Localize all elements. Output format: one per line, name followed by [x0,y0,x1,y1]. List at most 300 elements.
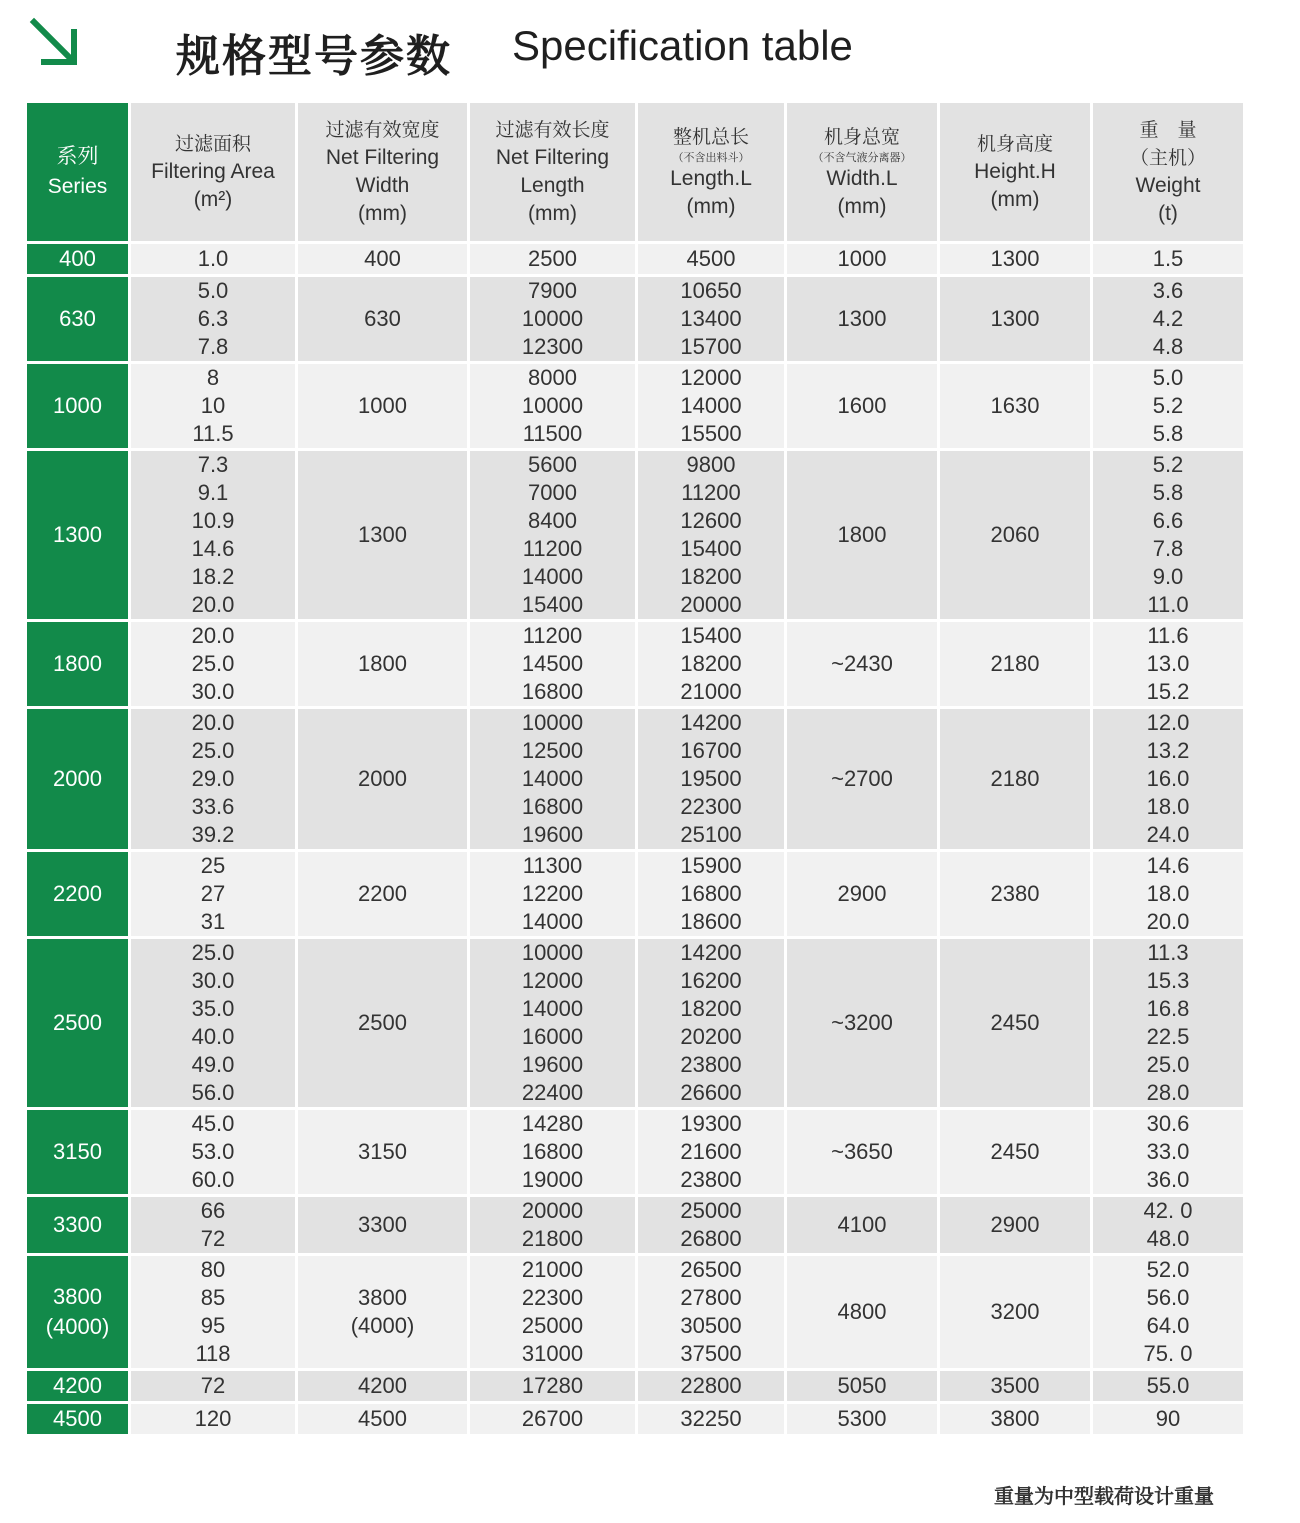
header-series [27,103,128,241]
cell-value: 8400 [528,508,577,533]
cell-value: 33.6 [191,794,235,819]
cell-value: 2180 [990,766,1040,791]
header-area-cn: 过滤面积 [174,133,251,155]
cell-value: 5.0 [197,278,229,303]
cell-value: 7900 [528,278,577,303]
cell-width [298,1110,467,1194]
cell-value: 5600 [528,452,577,477]
cell-value: 3200 [990,1299,1040,1324]
cell-value: 18.0 [1146,794,1190,819]
cell-value: 12200 [521,881,584,906]
cell-total-length [638,1110,784,1194]
cell-total-length [638,852,784,936]
cell-value: (4000) [350,1313,415,1338]
cell-weight [1093,1110,1243,1194]
cell-value: 2180 [990,651,1040,676]
cell-weight [1093,244,1243,274]
cell-value: 52.0 [1146,1257,1190,1282]
cell-total-width [787,939,937,1107]
header-length-en2: Length [520,174,585,197]
cell-value: 1000 [837,246,887,271]
cell-value: 9800 [686,452,736,477]
header-width-en1: Net Filtering [325,146,440,169]
cell-total-length [638,939,784,1107]
cell-value: 3500 [990,1373,1040,1398]
cell-area [131,709,295,849]
cell-series [27,622,128,706]
header-total-length [638,103,784,241]
cell-value: 10.9 [191,508,235,533]
cell-value: 5.8 [1152,480,1184,505]
header-total-length-en: Length.L [670,167,752,190]
cell-area [131,1197,295,1253]
cell-length [470,1110,635,1194]
header-length-cn: 过滤有效长度 [495,119,610,141]
header-weight [1093,103,1243,241]
cell-value: 3300 [53,1212,102,1237]
cell-value: 16.8 [1146,996,1190,1021]
cell-weight [1093,622,1243,706]
cell-value: 2000 [358,766,407,791]
cell-value: 64.0 [1146,1313,1190,1338]
cell-value: 15400 [521,592,584,617]
cell-area [131,852,295,936]
cell-weight [1093,1371,1243,1401]
cell-value: 22400 [521,1080,584,1105]
cell-series [27,1256,128,1368]
cell-value: 14000 [521,996,584,1021]
cell-value: 3.6 [1152,278,1184,303]
cell-value: 31000 [521,1341,584,1366]
cell-width [298,852,467,936]
cell-value: 4.8 [1152,334,1184,359]
cell-height [940,1404,1090,1434]
cell-series [27,1110,128,1194]
cell-value: 14280 [521,1111,584,1136]
cell-value: 25000 [521,1313,584,1338]
cell-value: 40.0 [191,1024,235,1049]
cell-value: 16200 [680,968,742,993]
cell-value: 30.0 [191,679,235,704]
cell-value: 5.2 [1152,393,1184,418]
cell-value: 14500 [521,651,584,676]
specification-table [24,100,1246,1437]
cell-value: 1800 [358,651,407,676]
cell-value: 2500 [53,1010,102,1035]
cell-length [470,277,635,361]
cell-value: 10650 [680,278,742,303]
cell-value: 21800 [521,1226,584,1251]
cell-weight [1093,939,1243,1107]
cell-series [27,451,128,619]
cell-value: 4200 [53,1373,102,1398]
cell-value: 1300 [358,522,407,547]
cell-value: 10000 [521,710,584,735]
table-row [27,1371,1243,1401]
cell-value: ~3650 [831,1139,893,1164]
cell-value: 26800 [680,1226,742,1251]
cell-value: 7.8 [197,334,229,359]
cell-value: 630 [364,306,401,331]
cell-value: 26700 [521,1406,584,1431]
table-row [27,277,1243,361]
title-bar [20,8,1260,88]
cell-value: 5300 [837,1406,887,1431]
cell-height [940,277,1090,361]
cell-value: 25.0 [191,738,235,763]
cell-value: 20.0 [191,710,235,735]
cell-total-length [638,622,784,706]
header-total-width-unit: (mm) [837,195,887,218]
cell-value: 28.0 [1146,1080,1190,1105]
cell-total-length [638,244,784,274]
cell-value: 27 [200,881,226,906]
cell-value: 2900 [837,881,887,906]
cell-height [940,622,1090,706]
cell-total-width [787,1197,937,1253]
header-total-width [787,103,937,241]
cell-value: 19500 [680,766,742,791]
cell-value: 22300 [521,1285,584,1310]
cell-height [940,1110,1090,1194]
cell-value: 39.2 [191,822,235,847]
header-weight-note: （主机） [1129,147,1206,169]
cell-length [470,244,635,274]
cell-total-length [638,364,784,448]
cell-value: 20.0 [191,623,235,648]
cell-length [470,1256,635,1368]
cell-total-width [787,852,937,936]
header-weight-unit: (t) [1158,202,1178,225]
cell-value: 31 [200,909,226,934]
cell-value: 5.2 [1152,452,1184,477]
cell-total-length [638,1256,784,1368]
cell-value: (4000) [45,1314,110,1339]
cell-value: 10000 [521,393,584,418]
cell-weight [1093,1197,1243,1253]
header-total-width-en: Width.L [826,167,898,190]
cell-value: 11.3 [1147,940,1189,965]
cell-value: 4500 [53,1406,102,1431]
cell-total-width [787,622,937,706]
cell-length [470,1404,635,1434]
cell-total-width [787,244,937,274]
cell-value: 2450 [990,1139,1040,1164]
cell-value: 66 [200,1198,226,1223]
cell-value: 15.2 [1146,679,1190,704]
table-row [27,1404,1243,1434]
cell-value: 18.2 [191,564,235,589]
header-total-width-cn: 机身总宽 [823,126,900,148]
header-area-en: Filtering Area [151,160,275,183]
cell-value: 16700 [680,738,742,763]
cell-series [27,1197,128,1253]
header-height-cn: 机身高度 [976,133,1053,155]
header-height-unit: (mm) [990,188,1040,211]
header-series-cn: 系列 [56,145,99,168]
table-row [27,709,1243,849]
header-total-length-note: （不含出料斗） [672,151,750,164]
cell-value: 25 [200,853,226,878]
cell-total-width [787,709,937,849]
cell-value: 1.5 [1152,246,1184,271]
cell-value: 25.0 [1146,1052,1190,1077]
cell-value: 16.0 [1146,766,1190,791]
cell-value: 25.0 [191,651,235,676]
header-width-cn: 过滤有效宽度 [325,119,440,141]
cell-total-length [638,1371,784,1401]
cell-value: 2060 [990,522,1040,547]
cell-value: 3150 [53,1139,102,1164]
cell-series [27,1371,128,1401]
cell-value: 72 [200,1226,226,1251]
cell-weight [1093,1256,1243,1368]
cell-value: 1000 [358,393,407,418]
cell-width [298,939,467,1107]
cell-value: 6.3 [197,306,229,331]
cell-value: 49.0 [191,1052,235,1077]
cell-value: 7000 [528,480,577,505]
table-row [27,622,1243,706]
cell-value: 25.0 [191,940,235,965]
cell-value: 14200 [680,710,742,735]
cell-value: 1600 [837,393,887,418]
cell-value: 22300 [680,794,742,819]
cell-value: 19600 [521,822,584,847]
cell-value: 90 [1155,1406,1181,1431]
cell-value: 20200 [680,1024,742,1049]
cell-value: 3800 [358,1285,407,1310]
cell-value: 1300 [990,306,1040,331]
cell-weight [1093,364,1243,448]
cell-value: 12000 [680,365,742,390]
cell-value: 21600 [680,1139,742,1164]
cell-value: 400 [364,246,401,271]
header-length [470,103,635,241]
cell-area [131,1256,295,1368]
cell-length [470,364,635,448]
cell-value: 20.0 [1146,909,1190,934]
cell-value: 53.0 [191,1139,235,1164]
cell-total-width [787,277,937,361]
cell-weight [1093,1404,1243,1434]
cell-value: 35.0 [191,996,235,1021]
cell-value: 11.0 [1147,592,1189,617]
cell-width [298,709,467,849]
cell-value: 5.8 [1152,421,1184,446]
cell-total-width [787,1371,937,1401]
cell-value: 42. 0 [1143,1198,1193,1223]
cell-value: 4.2 [1152,306,1184,331]
cell-value: 1630 [990,393,1040,418]
cell-value: 15500 [680,421,742,446]
cell-height [940,1371,1090,1401]
cell-value: 22.5 [1146,1024,1190,1049]
cell-value: 1800 [53,651,102,676]
cell-value: ~2430 [831,651,893,676]
cell-value: 15700 [680,334,742,359]
cell-value: 12.0 [1146,710,1190,735]
cell-length [470,709,635,849]
cell-value: 1300 [990,246,1040,271]
cell-value: 14.6 [1146,853,1190,878]
cell-value: 16000 [521,1024,584,1049]
cell-total-width [787,451,937,619]
cell-series [27,244,128,274]
cell-width [298,277,467,361]
cell-value: 56.0 [191,1080,235,1105]
cell-value: 11200 [522,623,583,648]
cell-value: 1300 [53,522,102,547]
cell-value: 4200 [358,1373,407,1398]
cell-value: 2500 [528,246,577,271]
cell-area [131,622,295,706]
cell-value: 25100 [680,822,742,847]
cell-value: 45.0 [191,1111,235,1136]
cell-value: 32250 [680,1406,742,1431]
cell-value: 15400 [680,623,742,648]
cell-value: 400 [59,246,96,271]
cell-area [131,451,295,619]
table-row [27,364,1243,448]
cell-value: 72 [200,1373,226,1398]
page-title-en: Specification table [512,22,853,69]
cell-value: 13.2 [1146,738,1190,763]
cell-value: 4500 [686,246,736,271]
cell-value: 12500 [521,738,584,763]
header-length-en1: Net Filtering [495,146,610,169]
cell-height [940,451,1090,619]
cell-value: 11200 [681,480,741,505]
cell-weight [1093,852,1243,936]
cell-length [470,852,635,936]
cell-value: 18200 [680,651,742,676]
cell-height [940,1256,1090,1368]
arrow-down-right-icon [26,14,82,70]
cell-value: 1800 [837,522,887,547]
cell-total-width [787,1404,937,1434]
cell-value: ~3200 [831,1010,893,1035]
cell-value: 26600 [680,1080,742,1105]
cell-weight [1093,451,1243,619]
cell-value: 7.3 [197,452,229,477]
cell-value: 11.5 [192,421,234,446]
table-row [27,451,1243,619]
header-weight-cn: 重 量 [1139,119,1197,141]
table-row [27,1110,1243,1194]
cell-area [131,1110,295,1194]
cell-value: 10 [200,393,226,418]
cell-total-width [787,1110,937,1194]
cell-area [131,1404,295,1434]
cell-value: 12300 [521,334,584,359]
cell-length [470,1371,635,1401]
cell-width [298,1371,467,1401]
cell-value: 5.0 [1152,365,1184,390]
cell-area [131,277,295,361]
header-row [27,103,1243,241]
cell-height [940,1197,1090,1253]
cell-value: 30500 [680,1313,742,1338]
cell-value: 14000 [521,766,584,791]
cell-width [298,1256,467,1368]
cell-width [298,451,467,619]
cell-value: 10000 [521,306,584,331]
header-total-width-note: （不含气液分离器） [812,151,912,164]
table-row [27,1197,1243,1253]
cell-value: 13.0 [1146,651,1190,676]
cell-value: 30.6 [1146,1111,1190,1136]
cell-value: 14000 [521,564,584,589]
cell-value: 11300 [522,853,583,878]
cell-value: 85 [200,1285,226,1310]
header-width-en2: Width [355,174,410,197]
cell-width [298,364,467,448]
cell-value: 4100 [837,1212,887,1237]
cell-value: 27800 [680,1285,742,1310]
cell-area [131,244,295,274]
cell-total-width [787,364,937,448]
cell-series [27,1404,128,1434]
cell-weight [1093,709,1243,849]
cell-value: 14.6 [191,536,235,561]
cell-total-length [638,709,784,849]
cell-value: 12600 [680,508,742,533]
cell-total-length [638,1197,784,1253]
cell-value: 16800 [680,881,742,906]
cell-total-length [638,1404,784,1434]
cell-value: 1300 [837,306,887,331]
table-row [27,852,1243,936]
cell-value: 14000 [521,909,584,934]
cell-value: 2200 [53,881,102,906]
cell-value: 9.1 [197,480,229,505]
cell-value: 5050 [837,1373,887,1398]
cell-value: 19000 [521,1167,584,1192]
cell-area [131,364,295,448]
cell-value: 2000 [53,766,102,791]
cell-series [27,939,128,1107]
cell-value: 15.3 [1146,968,1190,993]
cell-width [298,1197,467,1253]
cell-value: 37500 [680,1341,742,1366]
cell-length [470,1197,635,1253]
cell-value: 19600 [521,1052,584,1077]
cell-value: 2900 [990,1212,1040,1237]
cell-value: 2200 [358,881,407,906]
cell-width [298,622,467,706]
cell-total-length [638,451,784,619]
cell-height [940,709,1090,849]
cell-series [27,709,128,849]
cell-value: 21000 [521,1257,584,1282]
cell-value: 18200 [680,564,742,589]
cell-length [470,939,635,1107]
cell-value: 33.0 [1146,1139,1190,1164]
cell-value: 80 [200,1257,226,1282]
header-width [298,103,467,241]
cell-height [940,939,1090,1107]
cell-value: 75. 0 [1143,1341,1193,1366]
page-title-cn: 规格型号参数 [176,31,452,82]
header-area [131,103,295,241]
cell-value: 4500 [358,1406,407,1431]
cell-value: 18200 [680,996,742,1021]
cell-total-width [787,1256,937,1368]
cell-value: 120 [194,1406,232,1431]
cell-value: 22800 [680,1373,742,1398]
cell-weight [1093,277,1243,361]
